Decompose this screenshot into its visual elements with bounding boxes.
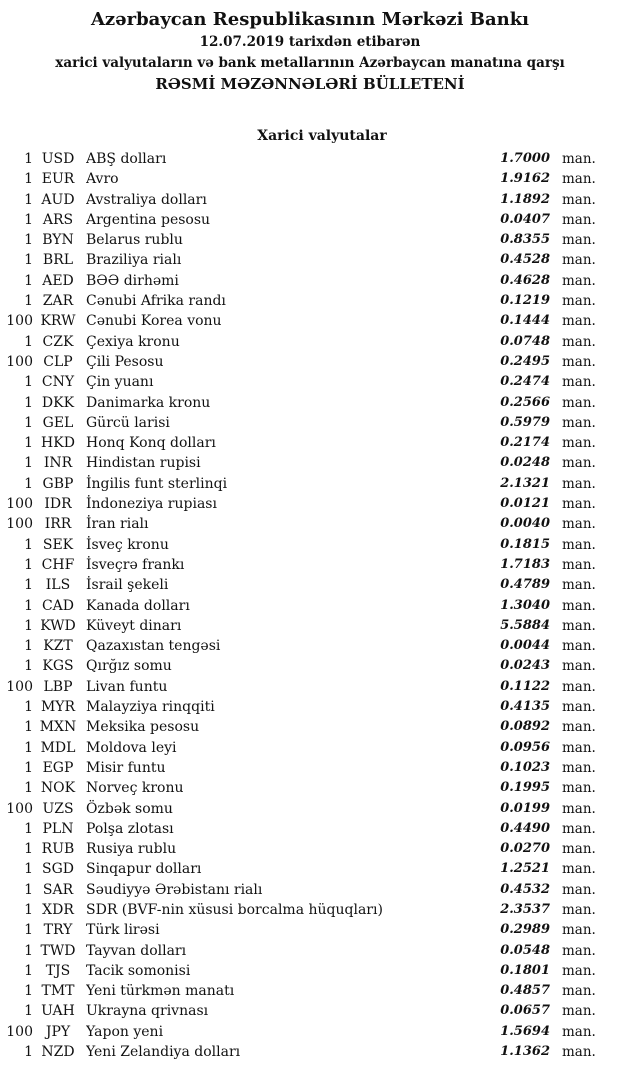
- currency-code: XDR: [42, 901, 74, 918]
- currency-name: BƏƏ dirhəmi: [86, 272, 179, 289]
- rate-value: 0.4490: [500, 820, 550, 836]
- currency-name: Avstraliya dolları: [86, 191, 207, 208]
- table-row: [0, 778, 620, 798]
- currency-name: Livan funtu: [86, 678, 168, 695]
- table-row: [0, 1001, 620, 1021]
- rate-value: 0.0657: [500, 1003, 550, 1019]
- rates-table: [0, 149, 620, 1062]
- currency-code: BYN: [42, 232, 74, 249]
- table-row: [0, 271, 620, 291]
- currency-name: İndoneziya rupiası: [86, 496, 217, 513]
- rate-value: 0.4857: [500, 983, 550, 999]
- rate-value: 1.7000: [500, 151, 550, 166]
- currency-code: MDL: [40, 739, 76, 756]
- table-row: [0, 616, 620, 636]
- table-row: [0, 535, 620, 555]
- nominal-value: 1: [24, 536, 33, 553]
- currency-name: Cənubi Korea vonu: [86, 313, 222, 330]
- currency-code: NZD: [41, 1044, 75, 1061]
- currency-code: PLN: [42, 820, 74, 837]
- nominal-value: 1: [24, 881, 33, 898]
- currency-name: Özbək somu: [86, 800, 173, 817]
- nominal-value: 1: [24, 780, 33, 797]
- rate-value: 0.2474: [500, 374, 550, 390]
- currency-name: Səudiyyə Ərəbistanı rialı: [86, 881, 263, 898]
- currency-code: ILS: [45, 577, 71, 594]
- nominal-value: 100: [6, 1023, 33, 1040]
- currency-name: İsveçrə frankı: [86, 556, 185, 573]
- rate-value: 0.4628: [500, 272, 550, 288]
- rate-value: 1.2521: [500, 861, 550, 877]
- effective-date-line: 12.07.2019 tarixdən etibarən: [199, 34, 421, 50]
- nominal-value: 1: [24, 841, 33, 858]
- table-row: [0, 311, 620, 331]
- currency-name: Kanada dolları: [86, 597, 190, 614]
- currency-name: Moldova leyi: [86, 739, 177, 756]
- nominal-value: 1: [24, 191, 33, 208]
- unit-label: man.: [562, 678, 596, 695]
- currency-name: Malayziya rinqqiti: [86, 699, 215, 716]
- nominal-value: 1: [24, 414, 33, 431]
- table-row: [0, 474, 620, 494]
- rate-value: 0.1122: [500, 678, 550, 694]
- table-row: [0, 799, 620, 819]
- currency-code: RUB: [41, 841, 75, 858]
- table-row: [0, 656, 620, 676]
- unit-label: man.: [562, 313, 596, 330]
- table-row: [0, 494, 620, 514]
- unit-label: man.: [562, 455, 596, 472]
- currency-code: TWD: [40, 942, 76, 959]
- nominal-value: 100: [6, 313, 33, 330]
- currency-code: GEL: [42, 414, 74, 431]
- rate-value: 0.5979: [500, 414, 550, 430]
- currency-code: EGP: [42, 759, 74, 776]
- unit-label: man.: [562, 293, 596, 310]
- nominal-value: 1: [24, 820, 33, 837]
- unit-label: man.: [562, 881, 596, 898]
- rate-value: 0.0956: [500, 739, 550, 755]
- bank-name-title: Azərbaycan Respublikasının Mərkəzi Bankı: [90, 9, 530, 30]
- table-row: [0, 717, 620, 737]
- table-row: [0, 433, 620, 453]
- currency-name: Qırğız somu: [86, 658, 172, 675]
- currency-name: Cənubi Afrika randı: [86, 293, 226, 310]
- currency-code: INR: [43, 455, 73, 472]
- table-row: [0, 1022, 620, 1042]
- currency-code: ZAR: [42, 293, 74, 310]
- rate-value: 1.3040: [500, 597, 550, 613]
- rate-value: 0.1815: [500, 536, 550, 552]
- currency-code: SEK: [42, 536, 74, 553]
- table-row: [0, 941, 620, 961]
- currency-name: Polşa zlotası: [86, 820, 174, 837]
- nominal-value: 1: [24, 232, 33, 249]
- currency-name: SDR (BVF-nin xüsusi borcalma hüquqları): [86, 901, 383, 918]
- rate-value: 1.7183: [500, 556, 550, 572]
- rate-value: 2.3537: [500, 901, 550, 917]
- rate-value: 1.1362: [500, 1044, 550, 1060]
- currency-code: NOK: [40, 780, 76, 797]
- unit-label: man.: [562, 1044, 596, 1061]
- currency-code: IRR: [44, 516, 72, 533]
- currency-code: SAR: [42, 881, 74, 898]
- table-row: [0, 514, 620, 534]
- rate-value: 0.4532: [500, 881, 550, 897]
- nominal-value: 1: [24, 455, 33, 472]
- nominal-value: 1: [24, 597, 33, 614]
- currency-name: İran rialı: [86, 516, 149, 533]
- nominal-value: 1: [24, 374, 33, 391]
- rate-value: 0.1023: [500, 759, 550, 775]
- currency-code: UAH: [41, 1003, 75, 1020]
- rate-value: 0.1444: [500, 313, 550, 329]
- nominal-value: 100: [6, 496, 33, 513]
- rate-value: 0.4135: [500, 699, 550, 715]
- nominal-value: 1: [24, 719, 33, 736]
- currency-code: LBP: [43, 678, 73, 695]
- nominal-value: 1: [24, 699, 33, 716]
- unit-label: man.: [562, 556, 596, 573]
- table-row: [0, 250, 620, 270]
- table-row: [0, 1042, 620, 1062]
- bulletin-title: RƏSMİ MƏZƏNNƏLƏRİ BÜLLETENİ: [155, 75, 465, 93]
- nominal-value: 1: [24, 293, 33, 310]
- rate-value: 0.2989: [500, 922, 550, 938]
- unit-label: man.: [562, 638, 596, 655]
- currency-name: Yapon yeni: [86, 1023, 164, 1040]
- currency-name: Honq Konq dolları: [86, 435, 216, 452]
- unit-label: man.: [562, 232, 596, 249]
- rate-value: 1.5694: [500, 1023, 550, 1039]
- currency-code: GBP: [42, 475, 74, 492]
- currency-name: Tayvan dolları: [86, 942, 187, 959]
- currency-name: ABŞ dolları: [86, 151, 167, 167]
- table-row: [0, 393, 620, 413]
- nominal-value: 1: [24, 1003, 33, 1020]
- unit-label: man.: [562, 171, 596, 188]
- unit-label: man.: [562, 719, 596, 736]
- currency-code: KZT: [43, 638, 73, 655]
- nominal-value: 1: [24, 577, 33, 594]
- currency-name: Norveç kronu: [86, 780, 184, 797]
- rate-value: 5.5884: [500, 617, 550, 633]
- currency-code: CAD: [41, 597, 75, 614]
- table-row: [0, 697, 620, 717]
- currency-code: HKD: [41, 435, 75, 452]
- table-row: [0, 900, 620, 920]
- table-row: [0, 352, 620, 372]
- unit-label: man.: [562, 699, 596, 716]
- currency-code: KGS: [42, 658, 74, 675]
- rate-value: 0.0248: [500, 455, 550, 471]
- rate-value: 0.0243: [500, 658, 550, 674]
- bulletin-header: [0, 0, 620, 95]
- table-row: [0, 920, 620, 940]
- unit-label: man.: [562, 414, 596, 431]
- nominal-value: 1: [24, 394, 33, 411]
- unit-label: man.: [562, 252, 596, 269]
- table-row: [0, 839, 620, 859]
- currency-code: TMT: [41, 983, 75, 1000]
- currency-name: Danimarka kronu: [86, 394, 211, 411]
- rate-value: 0.1801: [500, 962, 550, 978]
- table-row: [0, 859, 620, 879]
- currency-name: Tacik somonisi: [86, 962, 191, 979]
- currency-name: Misir funtu: [86, 759, 166, 776]
- nominal-value: 1: [24, 556, 33, 573]
- nominal-value: 1: [24, 475, 33, 492]
- unit-label: man.: [562, 353, 596, 370]
- subtitle-line: xarici valyutaların və bank metallarının Azərbaycan manatına qarşı: [55, 55, 565, 71]
- nominal-value: 1: [24, 901, 33, 918]
- table-row: [0, 169, 620, 189]
- currency-code: CNY: [41, 374, 75, 391]
- unit-label: man.: [562, 597, 596, 614]
- nominal-value: 1: [24, 739, 33, 756]
- unit-label: man.: [562, 658, 596, 675]
- rate-value: 2.1321: [500, 475, 550, 491]
- table-row: [0, 555, 620, 575]
- nominal-value: 100: [6, 516, 33, 533]
- nominal-value: 1: [24, 922, 33, 939]
- currency-name: Ukrayna qrivnası: [86, 1003, 209, 1020]
- table-row: [0, 596, 620, 616]
- nominal-value: 100: [6, 678, 33, 695]
- currency-name: Türk lirəsi: [86, 922, 160, 939]
- unit-label: man.: [562, 577, 596, 594]
- currency-code: ARS: [42, 211, 74, 228]
- unit-label: man.: [562, 374, 596, 391]
- unit-label: man.: [562, 962, 596, 979]
- currency-name: İngilis funt sterlinqi: [86, 475, 228, 492]
- rate-value: 0.4789: [500, 577, 550, 593]
- rate-value: 1.9162: [500, 171, 550, 187]
- currency-code: DKK: [41, 394, 75, 411]
- currency-name: Sinqapur dolları: [86, 861, 202, 878]
- currency-code: KRW: [40, 313, 76, 330]
- table-row: [0, 758, 620, 778]
- rate-value: 0.0748: [500, 333, 550, 349]
- nominal-value: 1: [24, 638, 33, 655]
- currency-name: Gürcü larisi: [86, 414, 170, 431]
- currency-code: USD: [41, 151, 75, 167]
- currency-code: TJS: [45, 962, 71, 979]
- nominal-value: 1: [24, 942, 33, 959]
- rate-value: 0.1219: [500, 293, 550, 309]
- table-row: [0, 575, 620, 595]
- currency-name: Hindistan rupisi: [86, 455, 201, 472]
- currency-name: Belarus rublu: [86, 232, 183, 249]
- unit-label: man.: [562, 333, 596, 350]
- unit-label: man.: [562, 759, 596, 776]
- rate-value: 0.0270: [500, 841, 550, 857]
- unit-label: man.: [562, 922, 596, 939]
- table-row: [0, 210, 620, 230]
- unit-label: man.: [562, 841, 596, 858]
- section-title-foreign-currencies: Xarici valyutalar: [257, 128, 387, 144]
- currency-code: CZK: [42, 333, 74, 350]
- table-row: [0, 372, 620, 392]
- nominal-value: 1: [24, 658, 33, 675]
- table-row: [0, 149, 620, 169]
- rate-value: 0.0040: [500, 516, 550, 532]
- currency-code: BRL: [42, 252, 74, 269]
- currency-code: MXN: [39, 719, 77, 736]
- currency-code: MYR: [40, 699, 76, 716]
- unit-label: man.: [562, 901, 596, 918]
- currency-code: TRY: [43, 922, 73, 939]
- table-row: [0, 738, 620, 758]
- currency-code: JPY: [45, 1023, 71, 1040]
- table-row: [0, 230, 620, 250]
- currency-name: Qazaxıstan tengəsi: [86, 638, 221, 655]
- nominal-value: 1: [24, 171, 33, 188]
- nominal-value: 100: [6, 800, 33, 817]
- nominal-value: 1: [24, 272, 33, 289]
- nominal-value: 1: [24, 617, 33, 634]
- unit-label: man.: [562, 475, 596, 492]
- unit-label: man.: [562, 780, 596, 797]
- currency-name: Küveyt dinarı: [86, 617, 182, 634]
- unit-label: man.: [562, 861, 596, 878]
- unit-label: man.: [562, 1003, 596, 1020]
- table-row: [0, 413, 620, 433]
- nominal-value: 1: [24, 983, 33, 1000]
- currency-code: AUD: [41, 191, 75, 208]
- currency-name: Braziliya rialı: [86, 252, 182, 269]
- unit-label: man.: [562, 617, 596, 634]
- nominal-value: 1: [24, 435, 33, 452]
- table-row: [0, 190, 620, 210]
- currency-name: Yeni türkmən manatı: [86, 983, 235, 1000]
- unit-label: man.: [562, 151, 596, 167]
- rate-value: 0.8355: [500, 232, 550, 248]
- currency-code: IDR: [44, 496, 72, 513]
- unit-label: man.: [562, 496, 596, 513]
- unit-label: man.: [562, 211, 596, 228]
- nominal-value: 100: [6, 353, 33, 370]
- currency-name: Argentina pesosu: [86, 211, 211, 228]
- nominal-value: 1: [24, 1044, 33, 1061]
- table-row: [0, 453, 620, 473]
- unit-label: man.: [562, 394, 596, 411]
- rate-value: 0.0407: [500, 211, 550, 227]
- nominal-value: 1: [24, 252, 33, 269]
- rate-value: 0.2566: [500, 394, 550, 410]
- nominal-value: 1: [24, 861, 33, 878]
- rate-value: 0.0892: [500, 719, 550, 735]
- nominal-value: 1: [24, 962, 33, 979]
- nominal-value: 1: [24, 151, 33, 167]
- unit-label: man.: [562, 1023, 596, 1040]
- currency-name: Çili Pesosu: [86, 353, 164, 370]
- unit-label: man.: [562, 739, 596, 756]
- nominal-value: 1: [24, 211, 33, 228]
- unit-label: man.: [562, 435, 596, 452]
- table-row: [0, 636, 620, 656]
- unit-label: man.: [562, 800, 596, 817]
- rate-value: 1.1892: [500, 191, 550, 207]
- table-row: [0, 291, 620, 311]
- rate-value: 0.1995: [500, 780, 550, 796]
- rate-value: 0.2495: [500, 353, 550, 369]
- unit-label: man.: [562, 536, 596, 553]
- table-row: [0, 677, 620, 697]
- currency-code: UZS: [42, 800, 74, 817]
- unit-label: man.: [562, 272, 596, 289]
- unit-label: man.: [562, 191, 596, 208]
- rate-value: 0.0044: [500, 638, 550, 654]
- currency-name: İsveç kronu: [86, 536, 169, 553]
- currency-code: AED: [42, 272, 74, 289]
- currency-code: CHF: [41, 556, 75, 573]
- table-row: [0, 981, 620, 1001]
- currency-code: EUR: [41, 171, 75, 188]
- rate-value: 0.0199: [500, 800, 550, 816]
- nominal-value: 1: [24, 333, 33, 350]
- nominal-value: 1: [24, 759, 33, 776]
- rate-value: 0.0121: [500, 496, 550, 512]
- table-row: [0, 332, 620, 352]
- currency-name: İsrail şekeli: [86, 577, 169, 594]
- currency-code: CLP: [43, 353, 73, 370]
- currency-name: Yeni Zelandiya dolları: [86, 1044, 241, 1061]
- unit-label: man.: [562, 516, 596, 533]
- unit-label: man.: [562, 820, 596, 837]
- unit-label: man.: [562, 983, 596, 1000]
- unit-label: man.: [562, 942, 596, 959]
- currency-name: Avro: [86, 171, 119, 188]
- currency-code: KWD: [40, 617, 76, 634]
- currency-name: Rusiya rublu: [86, 841, 177, 858]
- currency-name: Meksika pesosu: [86, 719, 200, 736]
- table-row: [0, 961, 620, 981]
- rate-value: 0.0548: [500, 942, 550, 958]
- currency-name: Çexiya kronu: [86, 333, 180, 350]
- currency-name: Çin yuanı: [86, 374, 154, 391]
- table-row: [0, 819, 620, 839]
- rate-value: 0.4528: [500, 252, 550, 268]
- table-row: [0, 880, 620, 900]
- currency-code: SGD: [42, 861, 74, 878]
- rate-value: 0.2174: [500, 435, 550, 451]
